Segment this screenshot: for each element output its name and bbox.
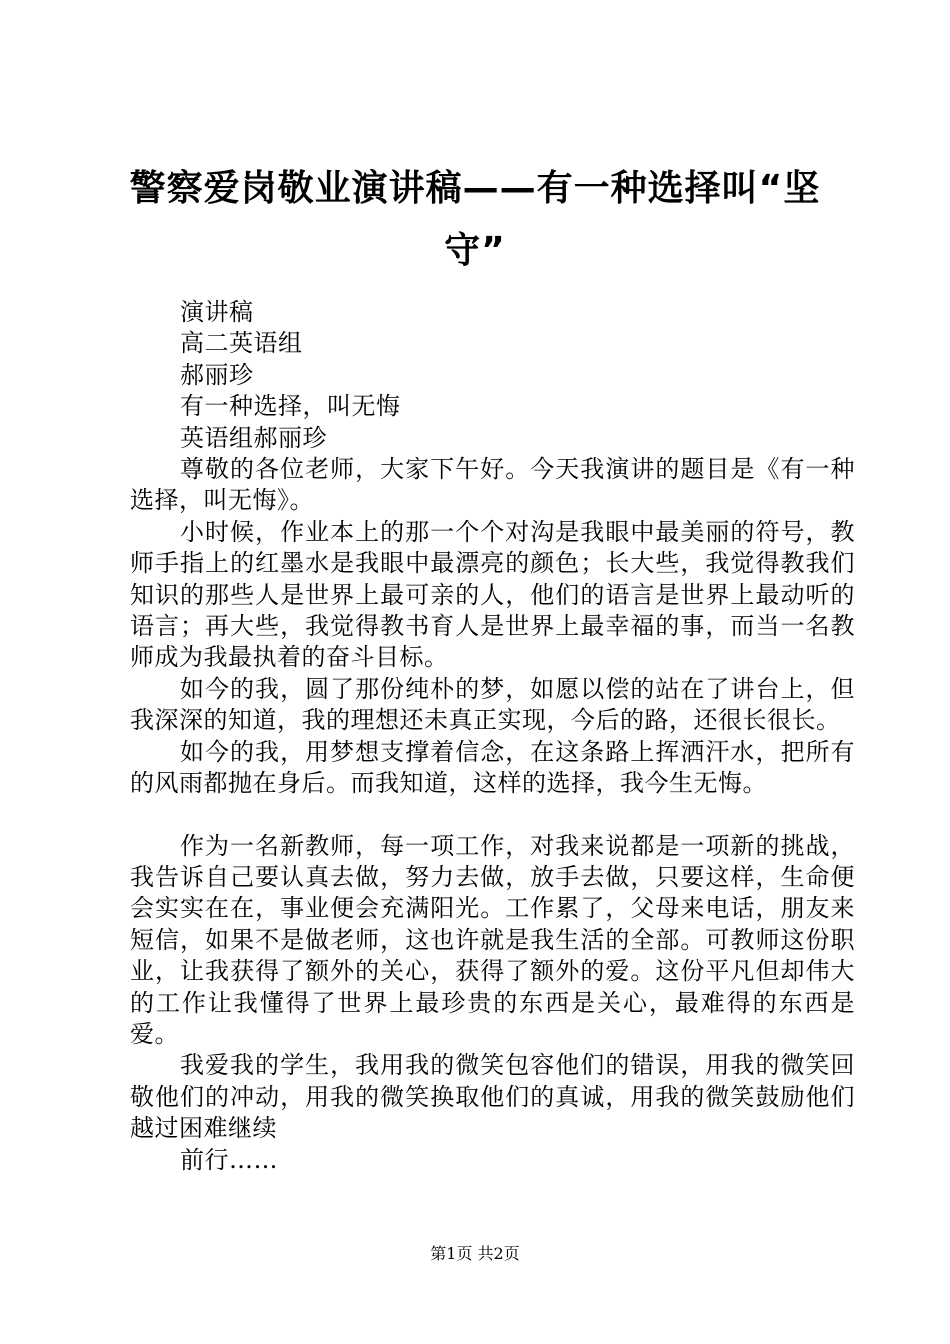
paragraph: 如今的我，圆了那份纯朴的梦，如愿以偿的站在了讲台上，但我深深的知道，我的理想还未真正实现，今后的路，还很长很长。: [130, 674, 855, 735]
paragraph: 如今的我，用梦想支撑着信念，在这条路上挥洒汗水，把所有的风雨都抛在身后。而我知道，这样的选择，我今生无悔。: [130, 737, 855, 798]
page-footer: 第1页 共2页: [430, 1244, 520, 1263]
paragraph: 高二英语组: [180, 329, 303, 358]
paragraph: 有一种选择，叫无悔: [180, 392, 401, 421]
paragraph: 演讲稿: [180, 298, 254, 326]
paragraph: 前行……: [180, 1145, 278, 1174]
paragraph: 我爱我的学生，我用我的微笑包容他们的错误，用我的微笑回敬他们的冲动，用我的微笑换取他们的真诚，用我的微笑鼓励他们越过困难继续: [130, 1051, 855, 1143]
paragraph: 尊敬的各位老师，大家下午好。今天我演讲的题目是《有一种选择，叫无悔》。: [130, 455, 855, 515]
document-title: 警察爱岗敬业演讲稿——有一种选择叫“坚守”: [129, 168, 821, 271]
paragraph: 英语组郝丽珍: [180, 423, 327, 452]
paragraph: 小时候，作业本上的那一个个对沟是我眼中最美丽的符号，教师手指上的红墨水是我眼中最漂亮的颜色；长大些，我觉得教我们知识的那些人是世界上最可亲的人，他们的语言是世界上最动听的语言；再大些，我觉得教书育人是世界上最幸福的事，而当一名教师成为我最执着的奋斗目标。: [130, 517, 855, 672]
document-body: [130, 297, 855, 1176]
paragraph: 郝丽珍: [180, 360, 254, 389]
paragraph: 作为一名新教师，每一项工作，对我来说都是一项新的挑战，我告诉自己要认真去做，努力去做，放手去做，只要这样，生命便会实实在在，事业便会充满阳光。工作累了，父母来电话，朋友来短信，如果不是做老师，这也许就是我生活的全部。可教师这份职业，让我获得了额外的关心，获得了额外的爱。这份平凡但却伟大的工作让我懂得了世界上最珍贵的东西是关心，最难得的东西是爱。: [130, 831, 855, 1048]
